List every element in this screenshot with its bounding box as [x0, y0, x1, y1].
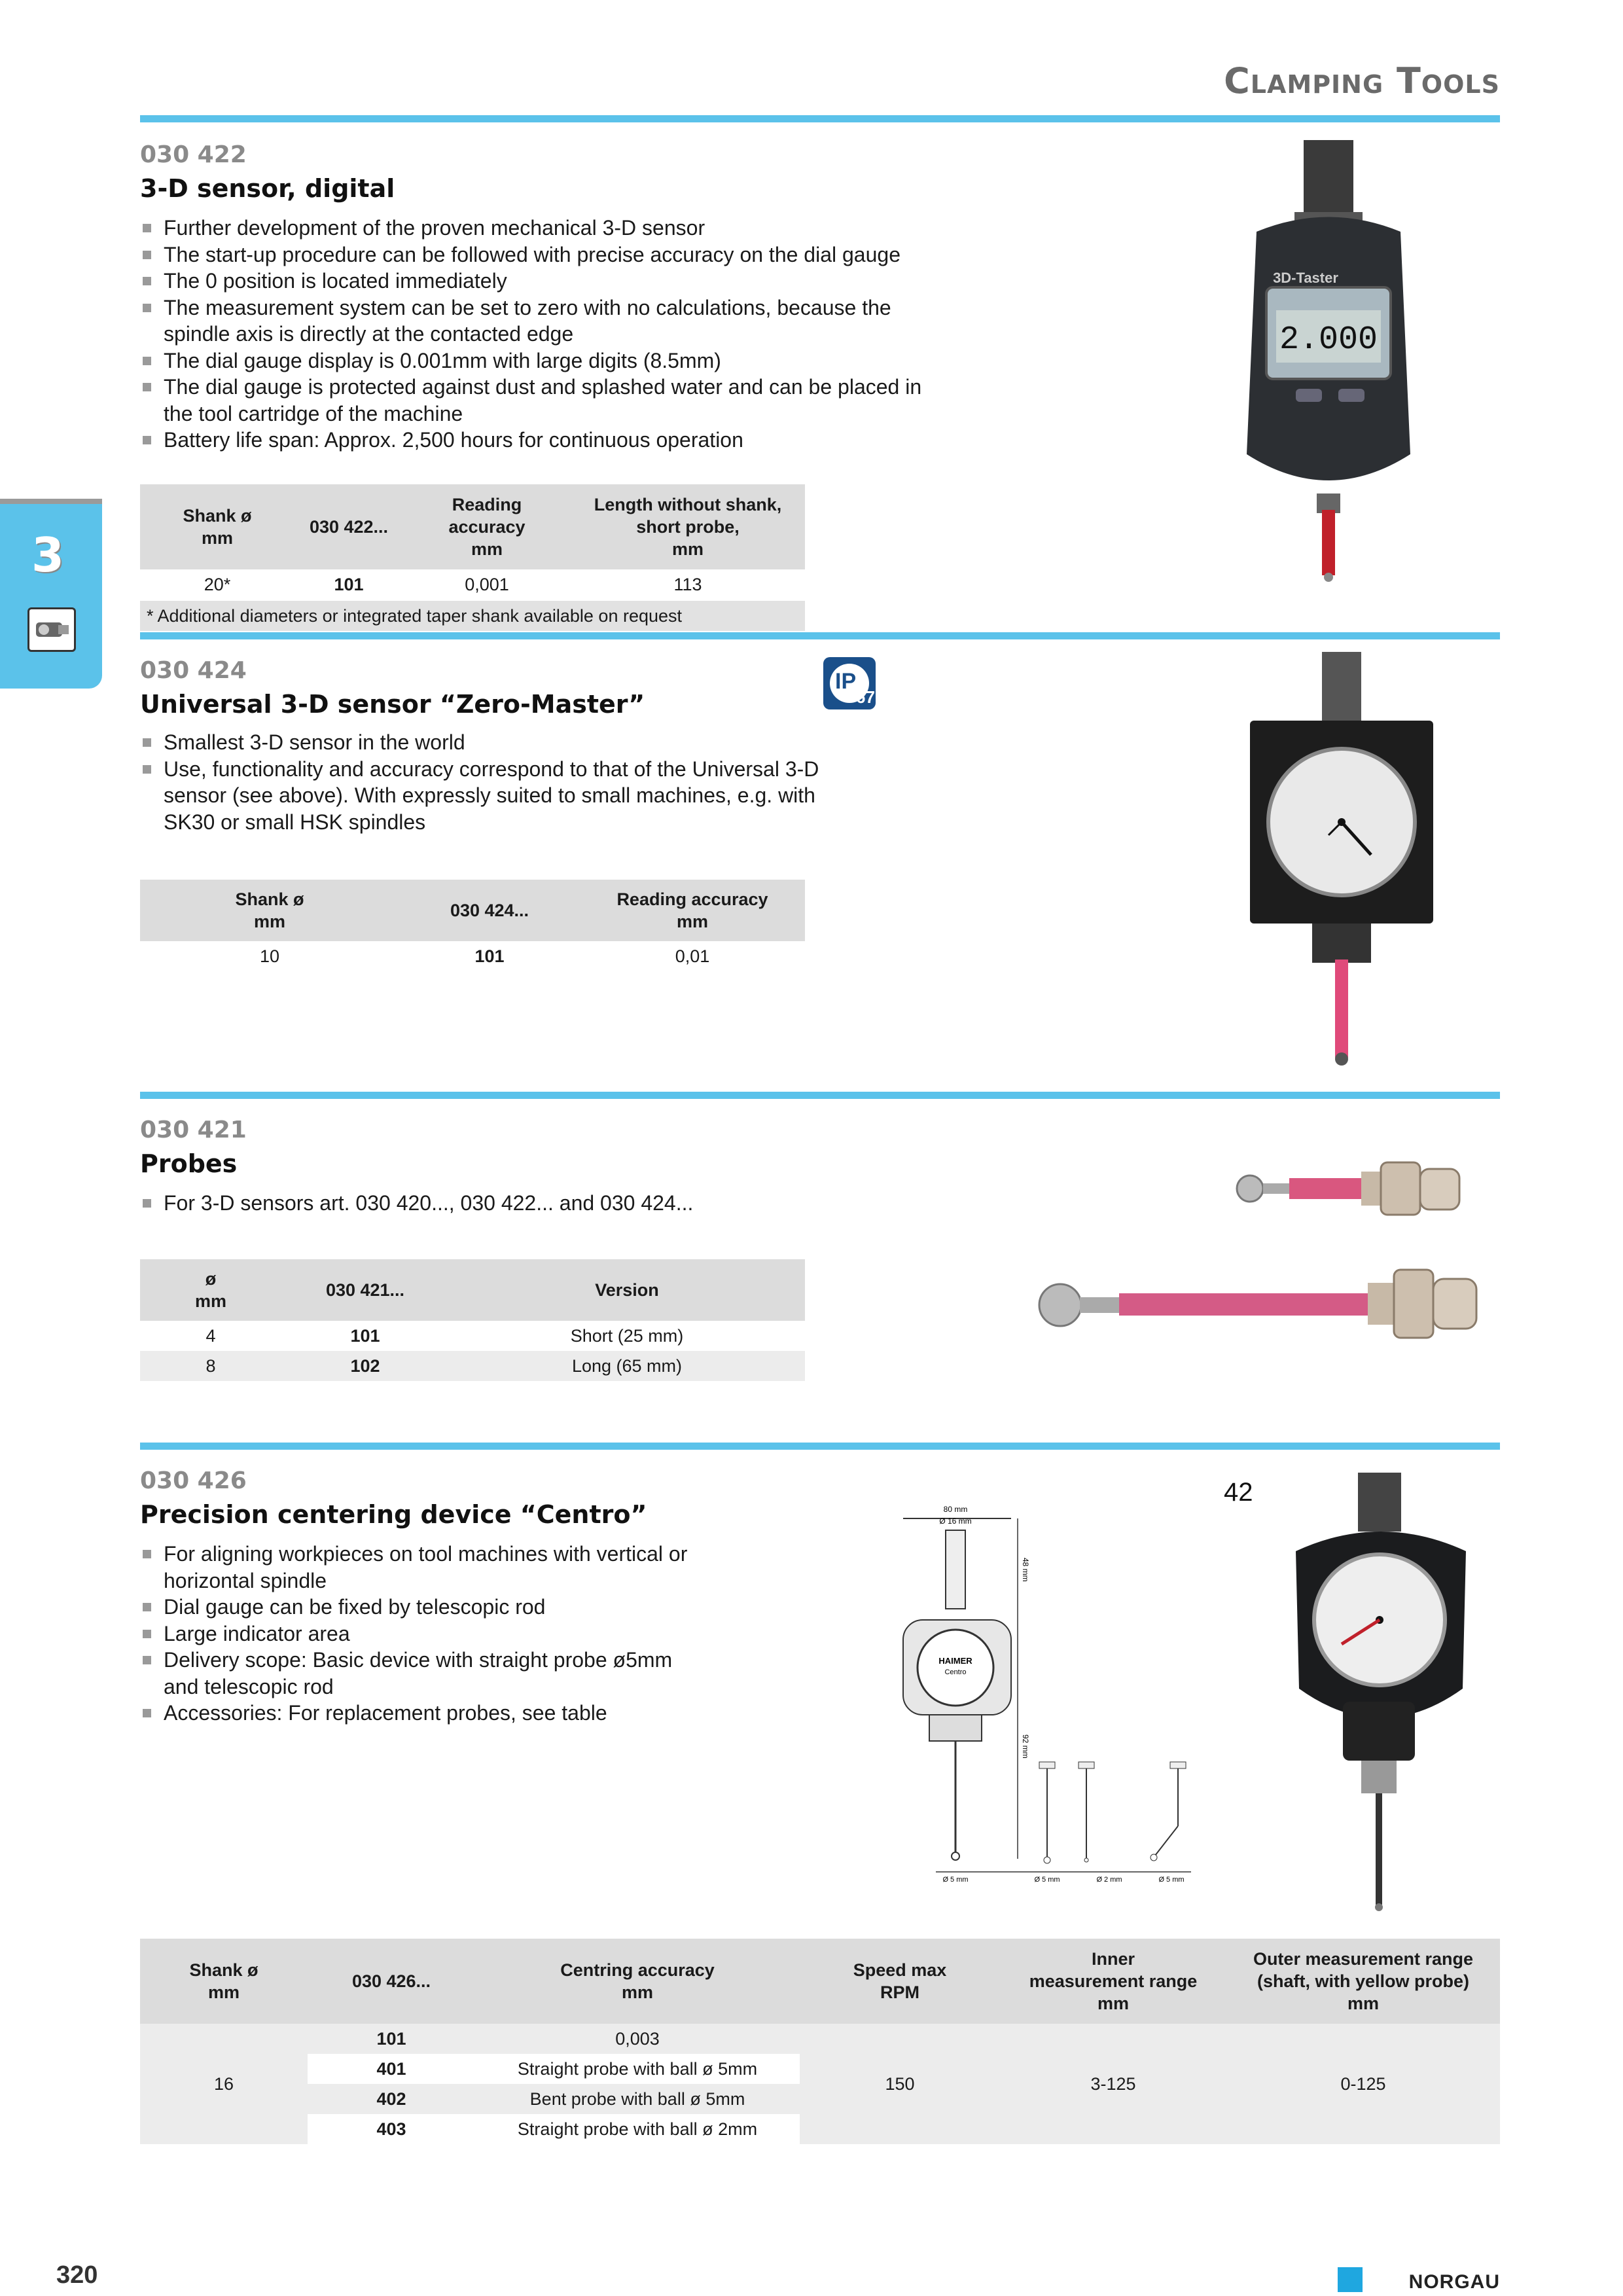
digital-3d-sensor-image	[1230, 140, 1427, 585]
dimension-label: 80 mm	[943, 1505, 968, 1514]
list-item: Large indicator area	[140, 1621, 703, 1647]
table-header: 030 421...	[281, 1259, 449, 1321]
table-row	[140, 1321, 805, 1351]
section-rule	[140, 1092, 1500, 1099]
centro-device-image	[1283, 1473, 1479, 1918]
article-number: 030 426	[140, 1467, 247, 1494]
table-cell: 16	[140, 2024, 308, 2144]
list-item: For 3-D sensors art. 030 420..., 030 422... and 030 424...	[140, 1190, 860, 1217]
spec-table	[140, 1259, 805, 1381]
feature-list	[140, 215, 925, 454]
table-cell: 0,003	[475, 2024, 800, 2054]
page-number: 320	[56, 2261, 98, 2289]
brand-logo-square	[1338, 2267, 1363, 2292]
table-cell: 150	[800, 2024, 1000, 2144]
ip-rating: 67	[856, 687, 875, 707]
table-cell: 0-125	[1226, 2024, 1500, 2144]
feature-list	[140, 729, 834, 835]
table-cell: 102	[281, 1351, 449, 1381]
article-number: 030 421	[140, 1117, 247, 1143]
article-number: 030 424	[140, 657, 247, 684]
table-header: Shank ø mm	[140, 1939, 308, 2024]
section-rule	[140, 632, 1500, 639]
table-cell: 101	[474, 946, 505, 966]
list-item: Dial gauge can be fixed by telescopic rod	[140, 1594, 703, 1621]
dial-brand: HAIMER	[938, 1656, 972, 1666]
list-item: Further development of the proven mechanical 3-D sensor	[140, 215, 925, 242]
section-rule	[140, 1443, 1500, 1450]
table-cell: 0,01	[675, 946, 710, 966]
table-header: Shank ø mm	[140, 880, 399, 941]
table-header: Inner measurement range mm	[1000, 1939, 1226, 2024]
list-item: The dial gauge display is 0.001mm with large digits (8.5mm)	[140, 348, 925, 374]
ip67-badge	[822, 656, 891, 712]
table-cell: Short (25 mm)	[570, 1325, 684, 1346]
article-number: 030 422	[140, 141, 247, 168]
product-title: 3-D sensor, digital	[140, 174, 395, 203]
table-cell: 8	[140, 1351, 281, 1381]
table-row	[140, 941, 805, 971]
table-cell: 113	[673, 574, 702, 594]
list-item: For aligning workpieces on tool machines with vertical or horizontal spindle	[140, 1541, 703, 1594]
table-row	[140, 2024, 1500, 2054]
table-row	[140, 569, 805, 600]
table-cell: 402	[308, 2084, 475, 2114]
table-header: Centring accuracy mm	[475, 1939, 800, 2024]
table-header: Reading accuracy mm	[403, 484, 571, 569]
table-cell: 403	[376, 2119, 406, 2139]
list-item: The measurement system can be set to zero with no calculations, because the spindle axis is directly at the contacted edge	[140, 295, 925, 348]
spec-table	[140, 484, 805, 600]
spec-table	[140, 880, 805, 971]
brand-name: NORGAU	[1408, 2271, 1500, 2293]
dimension-label: Ø 5 mm	[1158, 1876, 1185, 1884]
table-header: Version	[449, 1259, 805, 1321]
table-header: 030 422...	[294, 484, 403, 569]
table-cell: 4	[205, 1325, 216, 1346]
list-item: Delivery scope: Basic device with straight probe ø5mm and telescopic rod	[140, 1647, 703, 1700]
table-cell: Bent probe with ball ø 5mm	[475, 2084, 800, 2114]
table-cell: 101	[350, 1325, 380, 1346]
table-cell: 0,001	[465, 574, 509, 594]
dimension-label: Ø 5 mm	[942, 1876, 969, 1884]
table-header: 030 424...	[399, 880, 580, 941]
table-header: Outer measurement range (shaft, with yellow probe) mm	[1226, 1939, 1500, 2024]
list-item: Battery life span: Approx. 2,500 hours for continuous operation	[140, 427, 925, 454]
section-title: Clamping Tools	[1224, 60, 1500, 101]
figure-number: 42	[1224, 1478, 1253, 1507]
product-title: Universal 3-D sensor “Zero-Master”	[140, 690, 645, 719]
table-cell: 101	[308, 2024, 475, 2054]
table-header: Shank ø mm	[140, 484, 294, 569]
table-header: Length without shank, short probe, mm	[571, 484, 805, 569]
feature-list	[140, 1190, 860, 1217]
table-cell: 401	[376, 2058, 406, 2079]
table-cell: Straight probe with ball ø 5mm	[517, 2058, 758, 2079]
list-item: The start-up procedure can be followed with precise accuracy on the dial gauge	[140, 242, 925, 268]
table-cell: 101	[334, 574, 364, 594]
product-title: Precision centering device “Centro”	[140, 1500, 647, 1529]
chapter-tab-bar	[0, 499, 102, 504]
list-item: Accessories: For replacement probes, see table	[140, 1700, 703, 1727]
feature-list	[140, 1541, 703, 1727]
product-title: Probes	[140, 1149, 238, 1178]
dimension-label: 48 mm	[1021, 1558, 1030, 1582]
table-cell: 20*	[204, 574, 231, 594]
digital-display: 2.000	[1279, 321, 1378, 359]
table-row	[140, 1351, 805, 1381]
dimension-label: Ø 5 mm	[1034, 1876, 1060, 1884]
section-rule	[140, 115, 1500, 122]
table-cell: 3-125	[1000, 2024, 1226, 2144]
dimension-label: Ø 16 mm	[939, 1516, 972, 1526]
ip-label: IP	[835, 669, 857, 694]
table-header: Speed max RPM	[800, 1939, 1000, 2024]
list-item: Use, functionality and accuracy correspond to that of the Universal 3-D sensor (see above). With expressly suited to small machines, e.g. with SK30 or small HSK spindles	[140, 756, 834, 836]
table-note: * Additional diameters or integrated taper shank available on request	[140, 601, 805, 631]
list-item: The dial gauge is protected against dust and splashed water and can be placed in the tool cartridge of the machine	[140, 374, 925, 427]
table-header: ø mm	[140, 1259, 281, 1321]
table-cell: 10	[259, 946, 280, 966]
table-cell: Straight probe with ball ø 2mm	[517, 2119, 758, 2139]
chapter-number: 3	[31, 528, 65, 583]
table-header: Reading accuracy mm	[580, 880, 805, 941]
spec-table	[140, 1939, 1500, 2144]
clamping-tool-icon	[27, 607, 76, 652]
device-label: 3D-Taster	[1273, 270, 1338, 286]
probes-image	[1014, 1139, 1486, 1355]
list-item: Smallest 3-D sensor in the world	[140, 729, 834, 756]
dimension-label: 92 mm	[1021, 1734, 1030, 1759]
list-item: The 0 position is located immediately	[140, 268, 925, 295]
table-cell: Long (65 mm)	[449, 1351, 805, 1381]
zero-master-sensor-image	[1243, 652, 1440, 1077]
dial-model: Centro	[944, 1668, 967, 1676]
dimension-label: Ø 2 mm	[1096, 1876, 1122, 1884]
table-header: 030 426...	[308, 1939, 475, 2024]
centro-technical-drawing	[890, 1499, 1217, 1892]
